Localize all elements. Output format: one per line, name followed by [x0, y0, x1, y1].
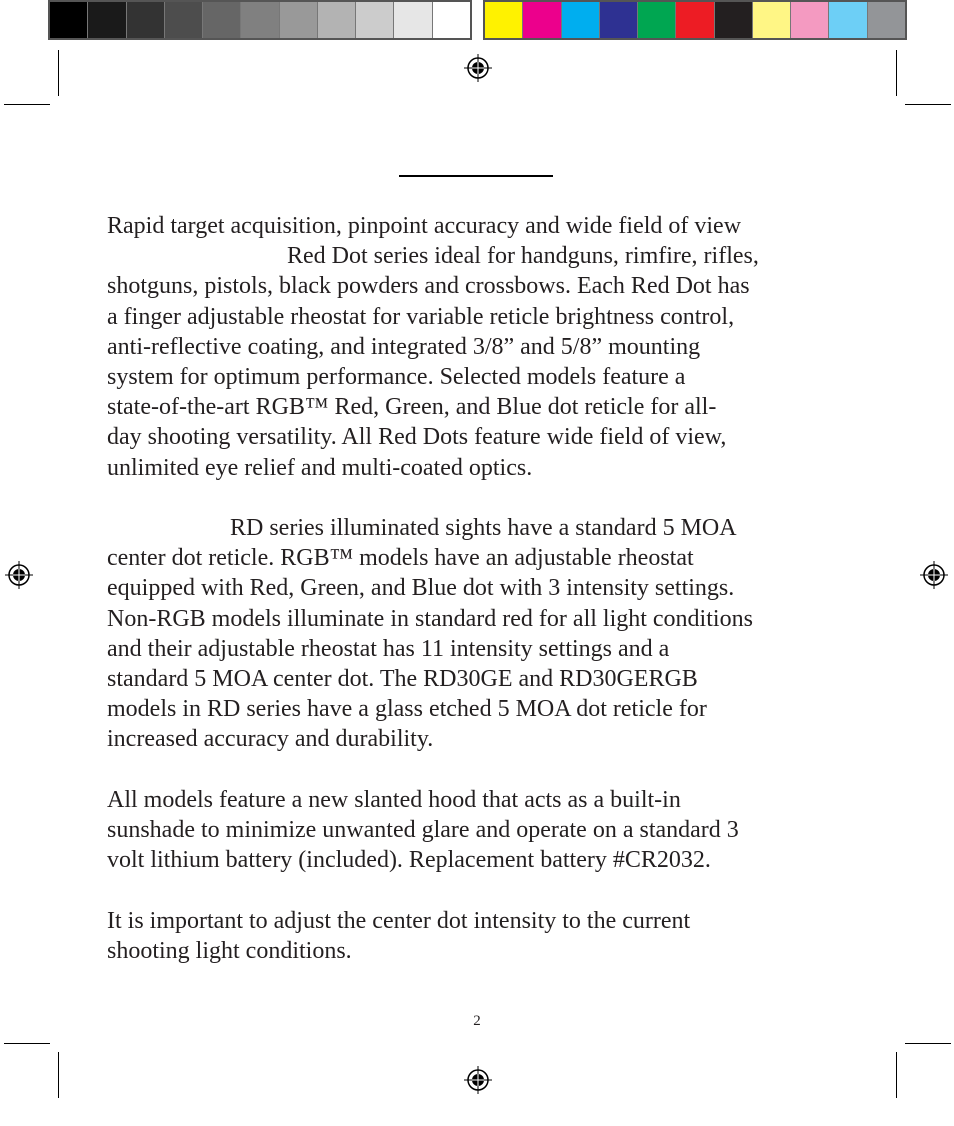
process-color-swatch — [638, 2, 676, 38]
process-color-swatch — [715, 2, 753, 38]
grayscale-swatch — [203, 2, 241, 38]
process-color-swatch — [829, 2, 867, 38]
process-color-swatch-bar — [483, 0, 907, 40]
registration-mark-icon — [463, 1065, 493, 1095]
crop-mark — [4, 1043, 50, 1044]
text-line: Non-RGB models illuminate in standard red for all light conditions — [107, 605, 753, 632]
grayscale-swatch — [127, 2, 165, 38]
grayscale-swatch — [433, 2, 470, 38]
grayscale-swatch — [394, 2, 432, 38]
text-line: day shooting versatility. All Red Dots feature wide field of view, — [107, 424, 727, 451]
process-color-swatch — [485, 2, 523, 38]
crop-mark — [896, 1052, 897, 1098]
registration-mark-icon — [463, 53, 493, 83]
grayscale-swatch — [241, 2, 279, 38]
text-line: volt lithium battery (included). Replacement battery #CR2032. — [107, 847, 711, 874]
crop-mark — [58, 1052, 59, 1098]
process-color-swatch — [562, 2, 600, 38]
text-line: state-of-the-art RGB™ Red, Green, and Blue dot reticle for all- — [107, 394, 717, 421]
paragraph-intensity — [107, 906, 867, 966]
grayscale-swatch — [88, 2, 126, 38]
heading-rule — [399, 175, 553, 177]
process-color-swatch — [868, 2, 905, 38]
text-line: Rapid target acquisition, pinpoint accuracy and wide field of view — [107, 213, 742, 239]
crop-mark — [4, 104, 50, 105]
crop-mark — [905, 1043, 951, 1044]
paragraph-hood — [107, 785, 867, 876]
text-line: a finger adjustable rheostat for variable reticle brightness control, — [107, 303, 735, 330]
grayscale-swatch — [50, 2, 88, 38]
process-color-swatch — [753, 2, 791, 38]
text-line: All models feature a new slanted hood that acts as a built-in — [107, 787, 681, 813]
process-color-swatch — [523, 2, 561, 38]
grayscale-swatch — [280, 2, 318, 38]
grayscale-swatch — [165, 2, 203, 38]
process-color-swatch — [600, 2, 638, 38]
crop-mark — [896, 50, 897, 96]
registration-mark-icon — [4, 560, 34, 590]
process-color-swatch — [791, 2, 829, 38]
crop-mark — [905, 104, 951, 105]
text-line: and their adjustable rheostat has 11 intensity settings and a — [107, 635, 670, 662]
text-line: unlimited eye relief and multi-coated optics. — [107, 454, 533, 481]
text-line: It is important to adjust the center dot intensity to the current — [107, 908, 691, 934]
grayscale-swatch — [356, 2, 394, 38]
text-line: Red Dot series ideal for handguns, rimfire, rifles, — [287, 243, 759, 270]
grayscale-swatch — [318, 2, 356, 38]
text-line: shooting light conditions. — [107, 938, 352, 965]
text-line: center dot reticle. RGB™ models have an adjustable rheostat — [107, 545, 694, 572]
crop-mark — [58, 50, 59, 96]
paragraph-intro — [107, 211, 867, 483]
text-line: increased accuracy and durability. — [107, 726, 434, 753]
text-line: equipped with Red, Green, and Blue dot with 3 intensity settings. — [107, 575, 735, 602]
text-line: shotguns, pistols, black powders and crossbows. Each Red Dot has — [107, 273, 750, 300]
registration-mark-icon — [919, 560, 949, 590]
text-line: anti-reflective coating, and integrated 3/8” and 5/8” mounting — [107, 333, 701, 360]
text-line: sunshade to minimize unwanted glare and operate on a standard 3 — [107, 817, 739, 844]
process-color-swatch — [676, 2, 714, 38]
text-line: models in RD series have a glass etched 5 MOA dot reticle for — [107, 696, 707, 723]
text-line: standard 5 MOA center dot. The RD30GE and RD30GERGB — [107, 666, 698, 693]
page-number: 2 — [473, 1013, 481, 1029]
paragraph-reticle — [107, 513, 867, 755]
text-line: RD series illuminated sights have a standard 5 MOA — [230, 515, 737, 541]
grayscale-swatch-bar — [48, 0, 472, 40]
text-line: system for optimum performance. Selected models feature a — [107, 364, 686, 391]
